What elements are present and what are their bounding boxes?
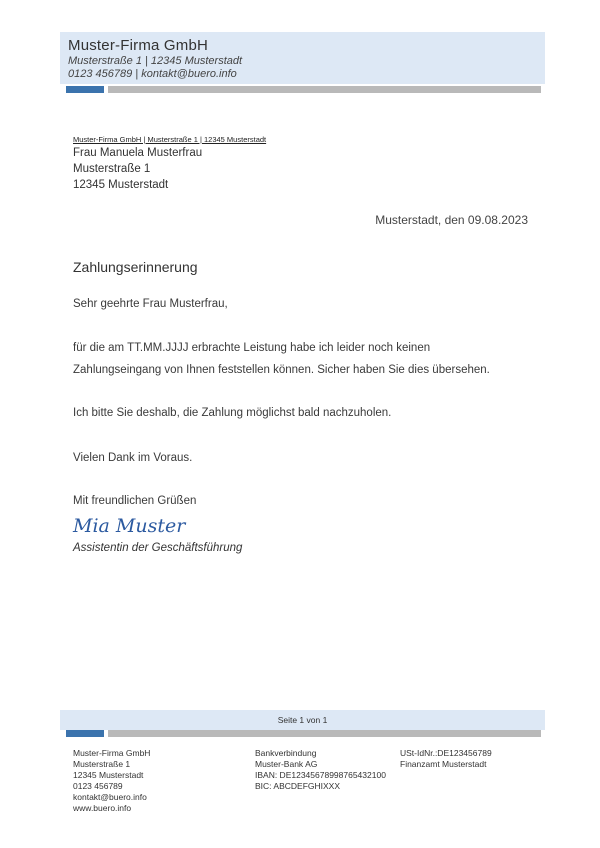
footer-company-city: 12345 Musterstadt xyxy=(73,770,144,780)
footer-company-column xyxy=(73,748,150,814)
footer-tax-column xyxy=(400,748,492,770)
sender-return-line: Muster-Firma GmbH | Musterstraße 1 | 12345 Musterstadt xyxy=(73,135,267,144)
recipient-city: 12345 Musterstadt xyxy=(73,179,169,191)
letter-subject: Zahlungserinnerung xyxy=(73,259,198,275)
footer-company-website: www.buero.info xyxy=(73,803,132,813)
footer-company-street: Musterstraße 1 xyxy=(73,759,131,769)
footer-tax-office: Finanzamt Musterstadt xyxy=(400,759,487,769)
paragraph-1-line-2: Zahlungseingang von Ihnen feststellen können. Sicher haben Sie dies übersehen. xyxy=(73,364,490,376)
date-line: Musterstadt, den 09.08.2023 xyxy=(375,213,528,227)
header-accent-bar xyxy=(66,86,104,93)
footer-bank-heading: Bankverbindung xyxy=(255,748,317,758)
salutation: Sehr geehrte Frau Musterfrau, xyxy=(73,298,228,310)
closing-phrase: Mit freundlichen Grüßen xyxy=(73,495,197,507)
footer-divider-bar xyxy=(108,730,541,737)
footer-company-name: Muster-Firma GmbH xyxy=(73,748,151,758)
footer-bank-bic: BIC: ABCDEFGHIXXX xyxy=(255,781,341,791)
recipient-name: Frau Manuela Musterfrau xyxy=(73,147,203,159)
recipient-street: Musterstraße 1 xyxy=(73,163,151,175)
company-contact: 0123 456789 | kontakt@buero.info xyxy=(68,68,237,80)
paragraph-2: Ich bitte Sie deshalb, die Zahlung möglichst bald nachzuholen. xyxy=(73,407,392,419)
handwritten-signature: Mia Muster xyxy=(73,515,186,537)
company-name: Muster-Firma GmbH xyxy=(68,37,209,54)
footer-bank-name: Muster-Bank AG xyxy=(255,759,318,769)
company-address: Musterstraße 1 | 12345 Musterstadt xyxy=(68,55,243,67)
footer-accent-bar xyxy=(66,730,104,737)
page-number: Seite 1 von 1 xyxy=(277,715,328,725)
footer-company-email: kontakt@buero.info xyxy=(73,792,147,802)
footer-company-phone: 0123 456789 xyxy=(73,781,123,791)
signer-title: Assistentin der Geschäftsführung xyxy=(73,542,243,554)
footer-vat-id: USt-IdNr.:DE123456789 xyxy=(400,748,492,758)
paragraph-3: Vielen Dank im Voraus. xyxy=(73,452,193,464)
footer-bank-iban: IBAN: DE12345678998765432100 xyxy=(255,770,386,780)
paragraph-1-line-1: für die am TT.MM.JJJJ erbrachte Leistung habe ich leider noch keinen xyxy=(73,342,431,354)
footer-bank-column xyxy=(255,748,386,792)
header-divider-bar xyxy=(108,86,541,93)
